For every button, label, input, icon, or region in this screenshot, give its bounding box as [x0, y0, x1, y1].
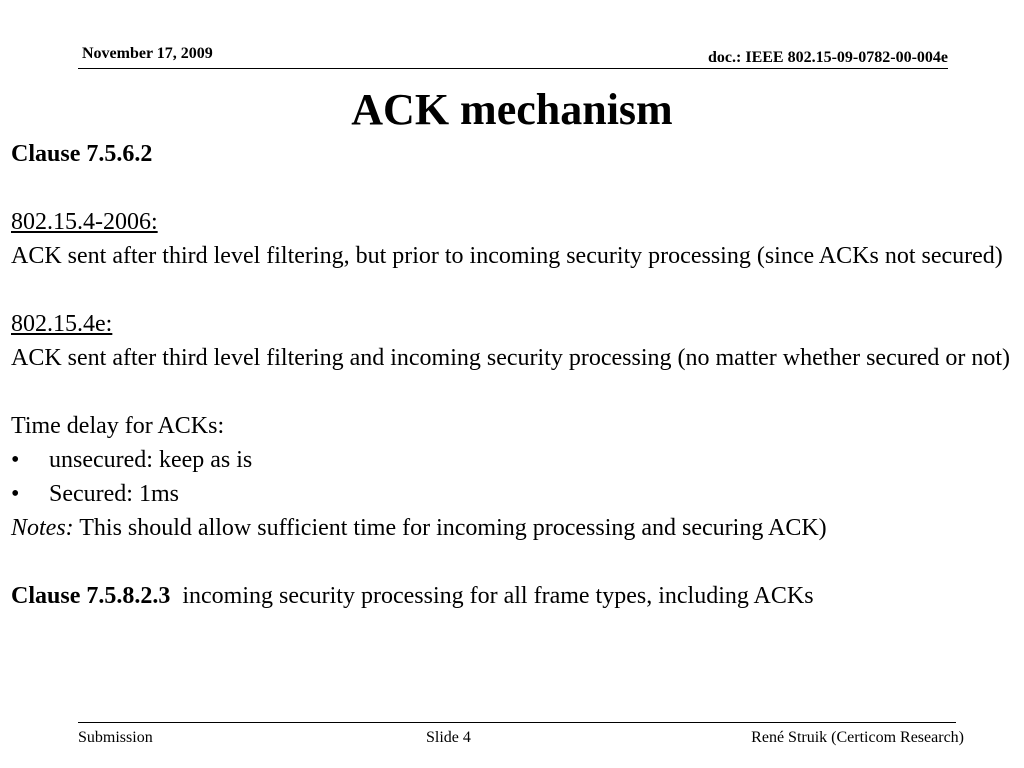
bullet-item — [11, 443, 1011, 477]
bullet-text: unsecured: keep as is — [49, 447, 253, 473]
std-2006-text: ACK sent after third level filtering, but prior to incoming security processing (since ACKs not secured) — [11, 243, 1003, 269]
notes-text: This should allow sufficient time for incoming processing and securing ACK) — [73, 515, 827, 541]
clause-2-label: Clause 7.5.8.2.3 — [11, 583, 171, 609]
std-4e-heading: 802.15.4e: — [11, 311, 113, 337]
footer-author: René Struik (Certicom Research) — [751, 729, 964, 746]
header-divider — [78, 68, 948, 69]
footer-slide-number: Slide 4 — [426, 729, 471, 746]
bullet-text: Secured: 1ms — [49, 481, 179, 507]
slide-title: ACK mechanism — [351, 85, 673, 134]
std-4e-text: ACK sent after third level filtering and incoming security processing (no matter whether secured or not) — [11, 345, 1011, 371]
header-date: November 17, 2009 — [82, 45, 213, 62]
footer-divider — [78, 722, 956, 723]
bullet-marker: • — [11, 447, 20, 473]
time-delay-heading: Time delay for ACKs: — [11, 413, 225, 439]
footer-submission: Submission — [78, 729, 153, 746]
clause-heading: Clause 7.5.6.2 — [11, 141, 153, 167]
std-2006-heading: 802.15.4-2006: — [11, 209, 158, 235]
notes — [11, 511, 1011, 545]
bullet-marker: • — [11, 481, 20, 507]
clause-2 — [11, 579, 1011, 613]
slide-body — [11, 137, 1011, 613]
bullet-item — [11, 477, 1011, 511]
header-doc-id: doc.: IEEE 802.15-09-0782-00-004e — [708, 49, 948, 66]
notes-label: Notes: — [11, 515, 74, 541]
clause-2-text: incoming security processing for all frame types, including ACKs — [182, 583, 814, 609]
